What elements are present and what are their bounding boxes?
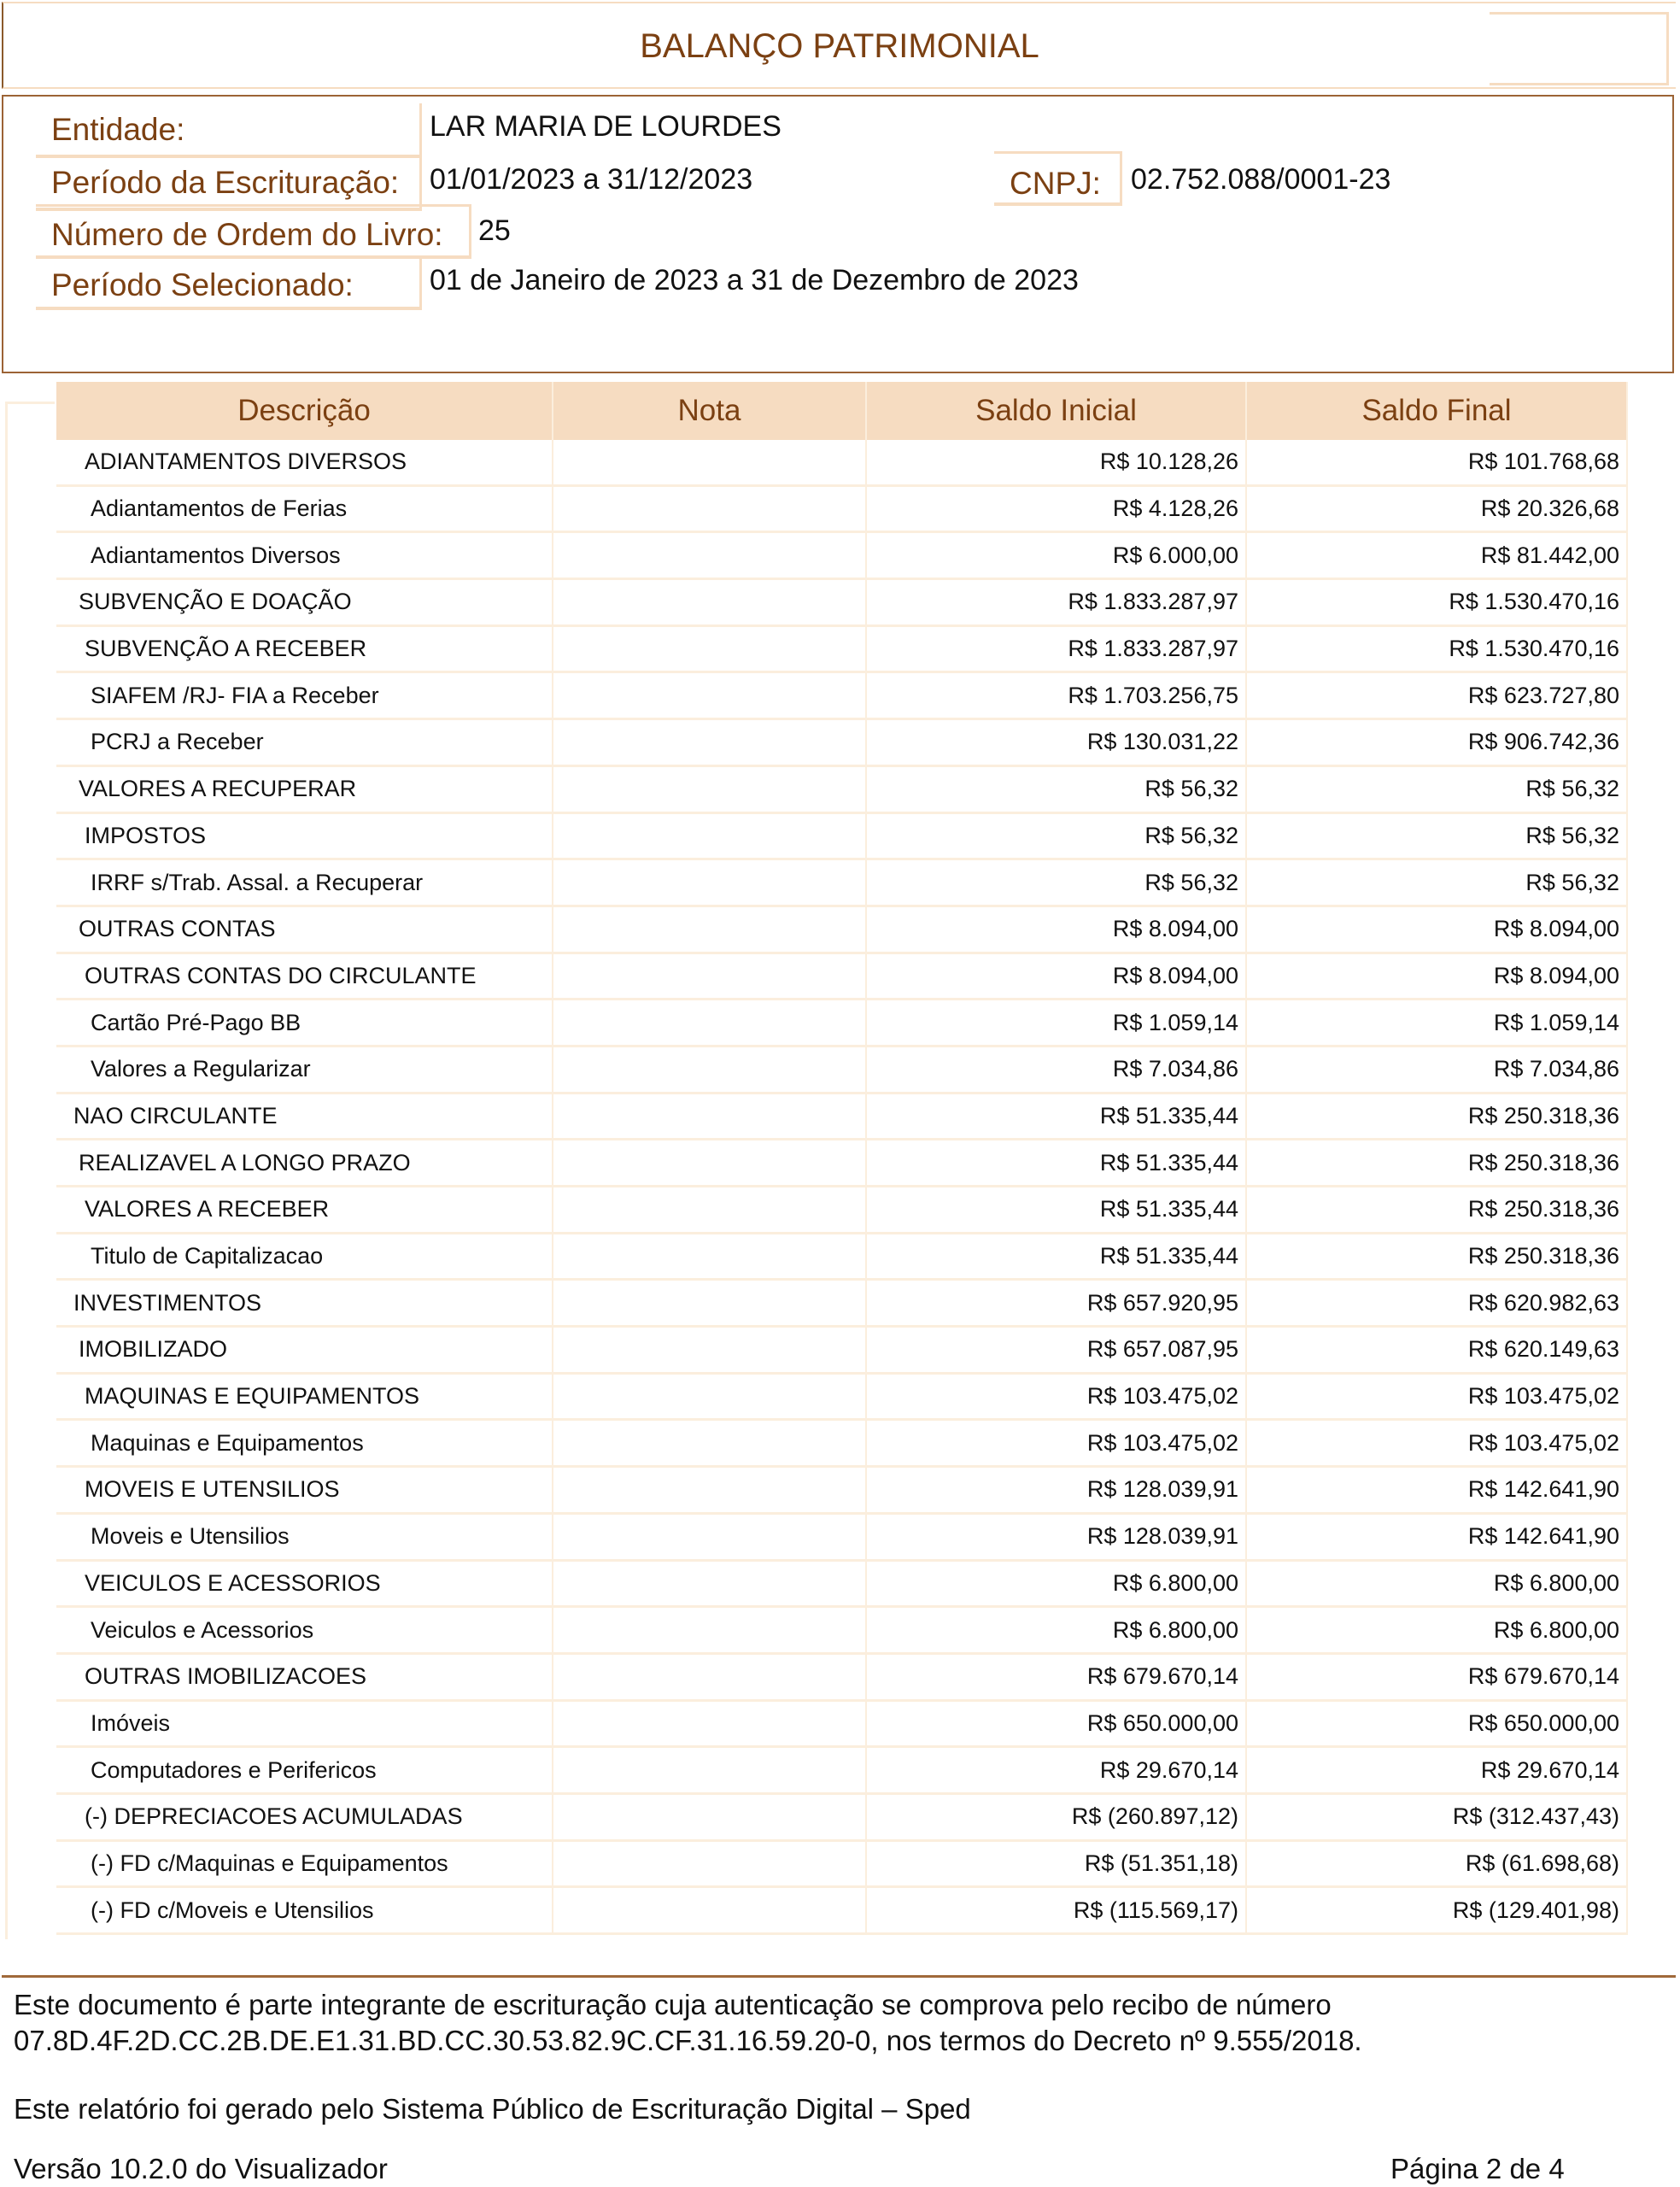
row-saldo-inicial: R$ 1.833.287,97 <box>867 580 1247 624</box>
row-nota <box>553 1562 867 1606</box>
row-descricao: (-) FD c/Moveis e Utensilios <box>56 1888 553 1932</box>
row-nota <box>553 487 867 531</box>
table-row <box>56 1468 1628 1515</box>
row-saldo-final: R$ 20.326,68 <box>1247 487 1628 531</box>
row-saldo-inicial: R$ 130.031,22 <box>867 720 1247 765</box>
header-descricao: Descrição <box>56 382 553 440</box>
header-saldo-final: Saldo Final <box>1247 382 1628 440</box>
table-row <box>56 1234 1628 1281</box>
row-descricao: NAO CIRCULANTE <box>56 1094 553 1139</box>
row-saldo-final: R$ 1.530.470,16 <box>1247 580 1628 624</box>
row-saldo-inicial: R$ 4.128,26 <box>867 487 1247 531</box>
table-row <box>56 487 1628 534</box>
row-saldo-inicial: R$ 56,32 <box>867 767 1247 812</box>
row-nota <box>553 627 867 671</box>
entity-info-box <box>2 95 1674 373</box>
row-saldo-final: R$ 7.034,86 <box>1247 1047 1628 1092</box>
table-row <box>56 1281 1628 1328</box>
periodo-escrituracao-value: 01/01/2023 a 31/12/2023 <box>430 163 753 196</box>
header-nota: Nota <box>553 382 867 440</box>
table-row <box>56 1702 1628 1749</box>
row-descricao: SIAFEM /RJ- FIA a Receber <box>56 673 553 718</box>
table-row <box>56 954 1628 1001</box>
balance-table <box>56 382 1628 1935</box>
row-saldo-inicial: R$ 679.670,14 <box>867 1655 1247 1699</box>
table-row <box>56 1748 1628 1795</box>
row-nota <box>553 954 867 999</box>
periodo-selecionado-value: 01 de Janeiro de 2023 a 31 de Dezembro de 2023 <box>430 264 1079 296</box>
row-nota <box>553 1047 867 1092</box>
table-row <box>56 1888 1628 1935</box>
table-row <box>56 907 1628 954</box>
row-nota <box>553 1795 867 1839</box>
table-row <box>56 1655 1628 1702</box>
table-row <box>56 1562 1628 1609</box>
row-saldo-inicial: R$ (260.897,12) <box>867 1795 1247 1839</box>
row-saldo-inicial: R$ 6.800,00 <box>867 1608 1247 1652</box>
row-descricao: Veiculos e Acessorios <box>56 1608 553 1652</box>
row-nota <box>553 1888 867 1932</box>
row-saldo-inicial: R$ 56,32 <box>867 814 1247 859</box>
row-descricao: OUTRAS CONTAS <box>56 907 553 952</box>
row-descricao: OUTRAS CONTAS DO CIRCULANTE <box>56 954 553 999</box>
row-saldo-final: R$ (61.698,68) <box>1247 1842 1628 1886</box>
row-descricao: REALIZAVEL A LONGO PRAZO <box>56 1140 553 1185</box>
row-nota <box>553 1328 867 1372</box>
table-body <box>56 440 1628 1935</box>
row-saldo-final: R$ 6.800,00 <box>1247 1562 1628 1606</box>
row-descricao: Computadores e Perifericos <box>56 1748 553 1792</box>
row-saldo-final: R$ 103.475,02 <box>1247 1421 1628 1465</box>
row-nota <box>553 580 867 624</box>
row-descricao: ADIANTAMENTOS DIVERSOS <box>56 440 553 484</box>
row-descricao: Titulo de Capitalizacao <box>56 1234 553 1279</box>
row-nota <box>553 1421 867 1465</box>
row-nota <box>553 1281 867 1325</box>
row-saldo-inicial: R$ 103.475,02 <box>867 1421 1247 1465</box>
row-saldo-inicial: R$ 29.670,14 <box>867 1748 1247 1792</box>
row-saldo-inicial: R$ 10.128,26 <box>867 440 1247 484</box>
row-saldo-final: R$ 142.641,90 <box>1247 1515 1628 1559</box>
page-number: Página 2 de 4 <box>1390 2153 1565 2184</box>
row-nota <box>553 720 867 765</box>
row-descricao: Valores a Regularizar <box>56 1047 553 1092</box>
row-descricao: MOVEIS E UTENSILIOS <box>56 1468 553 1512</box>
row-saldo-final: R$ 906.742,36 <box>1247 720 1628 765</box>
table-row <box>56 1795 1628 1842</box>
row-saldo-inicial: R$ 51.335,44 <box>867 1094 1247 1139</box>
row-saldo-final: R$ 250.318,36 <box>1247 1234 1628 1279</box>
row-nota <box>553 440 867 484</box>
row-nota <box>553 1748 867 1792</box>
row-saldo-inicial: R$ 51.335,44 <box>867 1234 1247 1279</box>
row-nota <box>553 860 867 905</box>
row-descricao: MAQUINAS E EQUIPAMENTOS <box>56 1375 553 1419</box>
row-nota <box>553 1187 867 1232</box>
entidade-label: Entidade: <box>36 103 422 158</box>
table-row <box>56 720 1628 767</box>
row-saldo-final: R$ 56,32 <box>1247 860 1628 905</box>
table-row <box>56 1000 1628 1047</box>
row-saldo-final: R$ 620.149,63 <box>1247 1328 1628 1372</box>
row-saldo-inicial: R$ 6.800,00 <box>867 1562 1247 1606</box>
row-saldo-final: R$ 101.768,68 <box>1247 440 1628 484</box>
row-descricao: IMOBILIZADO <box>56 1328 553 1372</box>
table-side-decoration <box>5 402 55 1939</box>
authentication-text-line2: 07.8D.4F.2D.CC.2B.DE.E1.31.BD.CC.30.53.82.9C.CF.31.16.59.20-0, nos termos do Decreto nº 9.555/2018. <box>14 2025 1362 2056</box>
row-nota <box>553 767 867 812</box>
table-row <box>56 1187 1628 1234</box>
row-saldo-final: R$ 1.530.470,16 <box>1247 627 1628 671</box>
row-descricao: (-) DEPRECIACOES ACUMULADAS <box>56 1795 553 1839</box>
numero-ordem-label: Número de Ordem do Livro: <box>36 204 471 259</box>
row-descricao: Adiantamentos Diversos <box>56 533 553 578</box>
viewer-version: Versão 10.2.0 do Visualizador <box>14 2153 388 2184</box>
row-descricao: VEICULOS E ACESSORIOS <box>56 1562 553 1606</box>
title-decoration <box>1490 12 1669 85</box>
row-saldo-final: R$ (312.437,43) <box>1247 1795 1628 1839</box>
generated-by-text: Este relatório foi gerado pelo Sistema Público de Escrituração Digital – Sped <box>14 2093 971 2125</box>
periodo-escrituracao-label: Período da Escrituração: <box>36 156 422 211</box>
row-saldo-final: R$ 56,32 <box>1247 814 1628 859</box>
numero-ordem-value: 25 <box>478 214 511 247</box>
title-box <box>2 2 1676 89</box>
row-saldo-inicial: R$ 51.335,44 <box>867 1187 1247 1232</box>
row-nota <box>553 1842 867 1886</box>
row-saldo-final: R$ 250.318,36 <box>1247 1140 1628 1185</box>
cnpj-value: 02.752.088/0001-23 <box>1131 163 1391 196</box>
row-saldo-inicial: R$ 8.094,00 <box>867 954 1247 999</box>
row-saldo-final: R$ 1.059,14 <box>1247 1000 1628 1045</box>
table-row <box>56 767 1628 814</box>
row-descricao: Imóveis <box>56 1702 553 1746</box>
table-row <box>56 440 1628 487</box>
row-saldo-final: R$ 29.670,14 <box>1247 1748 1628 1792</box>
row-descricao: Moveis e Utensilios <box>56 1515 553 1559</box>
table-header <box>56 382 1628 440</box>
entidade-value: LAR MARIA DE LOURDES <box>430 110 781 143</box>
row-saldo-final: R$ 8.094,00 <box>1247 907 1628 952</box>
row-saldo-final: R$ 81.442,00 <box>1247 533 1628 578</box>
row-nota <box>553 1468 867 1512</box>
table-row <box>56 1421 1628 1468</box>
row-nota <box>553 1655 867 1699</box>
row-saldo-final: R$ 103.475,02 <box>1247 1375 1628 1419</box>
row-saldo-final: R$ 56,32 <box>1247 767 1628 812</box>
page-title: BALANÇO PATRIMONIAL <box>640 27 1039 65</box>
row-descricao: Cartão Pré-Pago BB <box>56 1000 553 1045</box>
row-nota <box>553 673 867 718</box>
row-saldo-inicial: R$ 1.059,14 <box>867 1000 1247 1045</box>
row-saldo-final: R$ 679.670,14 <box>1247 1655 1628 1699</box>
row-saldo-final: R$ 250.318,36 <box>1247 1187 1628 1232</box>
row-nota <box>553 1375 867 1419</box>
row-saldo-inicial: R$ 657.920,95 <box>867 1281 1247 1325</box>
row-nota <box>553 1234 867 1279</box>
row-saldo-final: R$ 623.727,80 <box>1247 673 1628 718</box>
row-saldo-inicial: R$ 128.039,91 <box>867 1468 1247 1512</box>
row-nota <box>553 1608 867 1652</box>
row-descricao: (-) FD c/Maquinas e Equipamentos <box>56 1842 553 1886</box>
row-descricao: SUBVENÇÃO A RECEBER <box>56 627 553 671</box>
table-row <box>56 1140 1628 1187</box>
cnpj-label: CNPJ: <box>994 151 1122 206</box>
row-saldo-inicial: R$ 8.094,00 <box>867 907 1247 952</box>
row-descricao: PCRJ a Receber <box>56 720 553 765</box>
row-saldo-final: R$ 8.094,00 <box>1247 954 1628 999</box>
row-saldo-final: R$ 650.000,00 <box>1247 1702 1628 1746</box>
row-saldo-inicial: R$ 650.000,00 <box>867 1702 1247 1746</box>
row-descricao: VALORES A RECEBER <box>56 1187 553 1232</box>
footer-divider <box>2 1975 1676 1978</box>
row-nota <box>553 1094 867 1139</box>
table-row <box>56 1842 1628 1889</box>
row-descricao: Maquinas e Equipamentos <box>56 1421 553 1465</box>
table-row <box>56 1328 1628 1375</box>
header-saldo-inicial: Saldo Inicial <box>867 382 1247 440</box>
row-descricao: OUTRAS IMOBILIZACOES <box>56 1655 553 1699</box>
row-nota <box>553 1515 867 1559</box>
row-descricao: INVESTIMENTOS <box>56 1281 553 1325</box>
table-row <box>56 814 1628 861</box>
row-nota <box>553 533 867 578</box>
authentication-text-line1: Este documento é parte integrante de escrituração cuja autenticação se comprova pelo recibo de número <box>14 1989 1332 2020</box>
row-saldo-inicial: R$ 6.000,00 <box>867 533 1247 578</box>
row-saldo-final: R$ 620.982,63 <box>1247 1281 1628 1325</box>
row-saldo-inicial: R$ 56,32 <box>867 860 1247 905</box>
table-row <box>56 1047 1628 1094</box>
row-saldo-inicial: R$ 51.335,44 <box>867 1140 1247 1185</box>
table-row <box>56 673 1628 720</box>
table-row <box>56 533 1628 580</box>
row-saldo-inicial: R$ (115.569,17) <box>867 1888 1247 1932</box>
row-descricao: SUBVENÇÃO E DOAÇÃO <box>56 580 553 624</box>
row-nota <box>553 907 867 952</box>
row-saldo-inicial: R$ 657.087,95 <box>867 1328 1247 1372</box>
row-saldo-inicial: R$ 1.833.287,97 <box>867 627 1247 671</box>
table-row <box>56 860 1628 907</box>
row-saldo-final: R$ 250.318,36 <box>1247 1094 1628 1139</box>
row-saldo-final: R$ 142.641,90 <box>1247 1468 1628 1512</box>
table-row <box>56 1515 1628 1562</box>
row-nota <box>553 1000 867 1045</box>
row-saldo-final: R$ (129.401,98) <box>1247 1888 1628 1932</box>
row-saldo-inicial: R$ 128.039,91 <box>867 1515 1247 1559</box>
row-descricao: Adiantamentos de Ferias <box>56 487 553 531</box>
table-row <box>56 627 1628 674</box>
row-nota <box>553 1702 867 1746</box>
row-saldo-inicial: R$ (51.351,18) <box>867 1842 1247 1886</box>
table-row <box>56 1094 1628 1141</box>
row-saldo-inicial: R$ 1.703.256,75 <box>867 673 1247 718</box>
periodo-selecionado-label: Período Selecionado: <box>36 255 422 310</box>
row-saldo-final: R$ 6.800,00 <box>1247 1608 1628 1652</box>
table-row <box>56 1608 1628 1655</box>
row-saldo-inicial: R$ 7.034,86 <box>867 1047 1247 1092</box>
row-nota <box>553 814 867 859</box>
row-descricao: IMPOSTOS <box>56 814 553 859</box>
row-nota <box>553 1140 867 1185</box>
table-row <box>56 1375 1628 1422</box>
row-descricao: IRRF s/Trab. Assal. a Recuperar <box>56 860 553 905</box>
row-descricao: VALORES A RECUPERAR <box>56 767 553 812</box>
row-saldo-inicial: R$ 103.475,02 <box>867 1375 1247 1419</box>
table-row <box>56 580 1628 627</box>
